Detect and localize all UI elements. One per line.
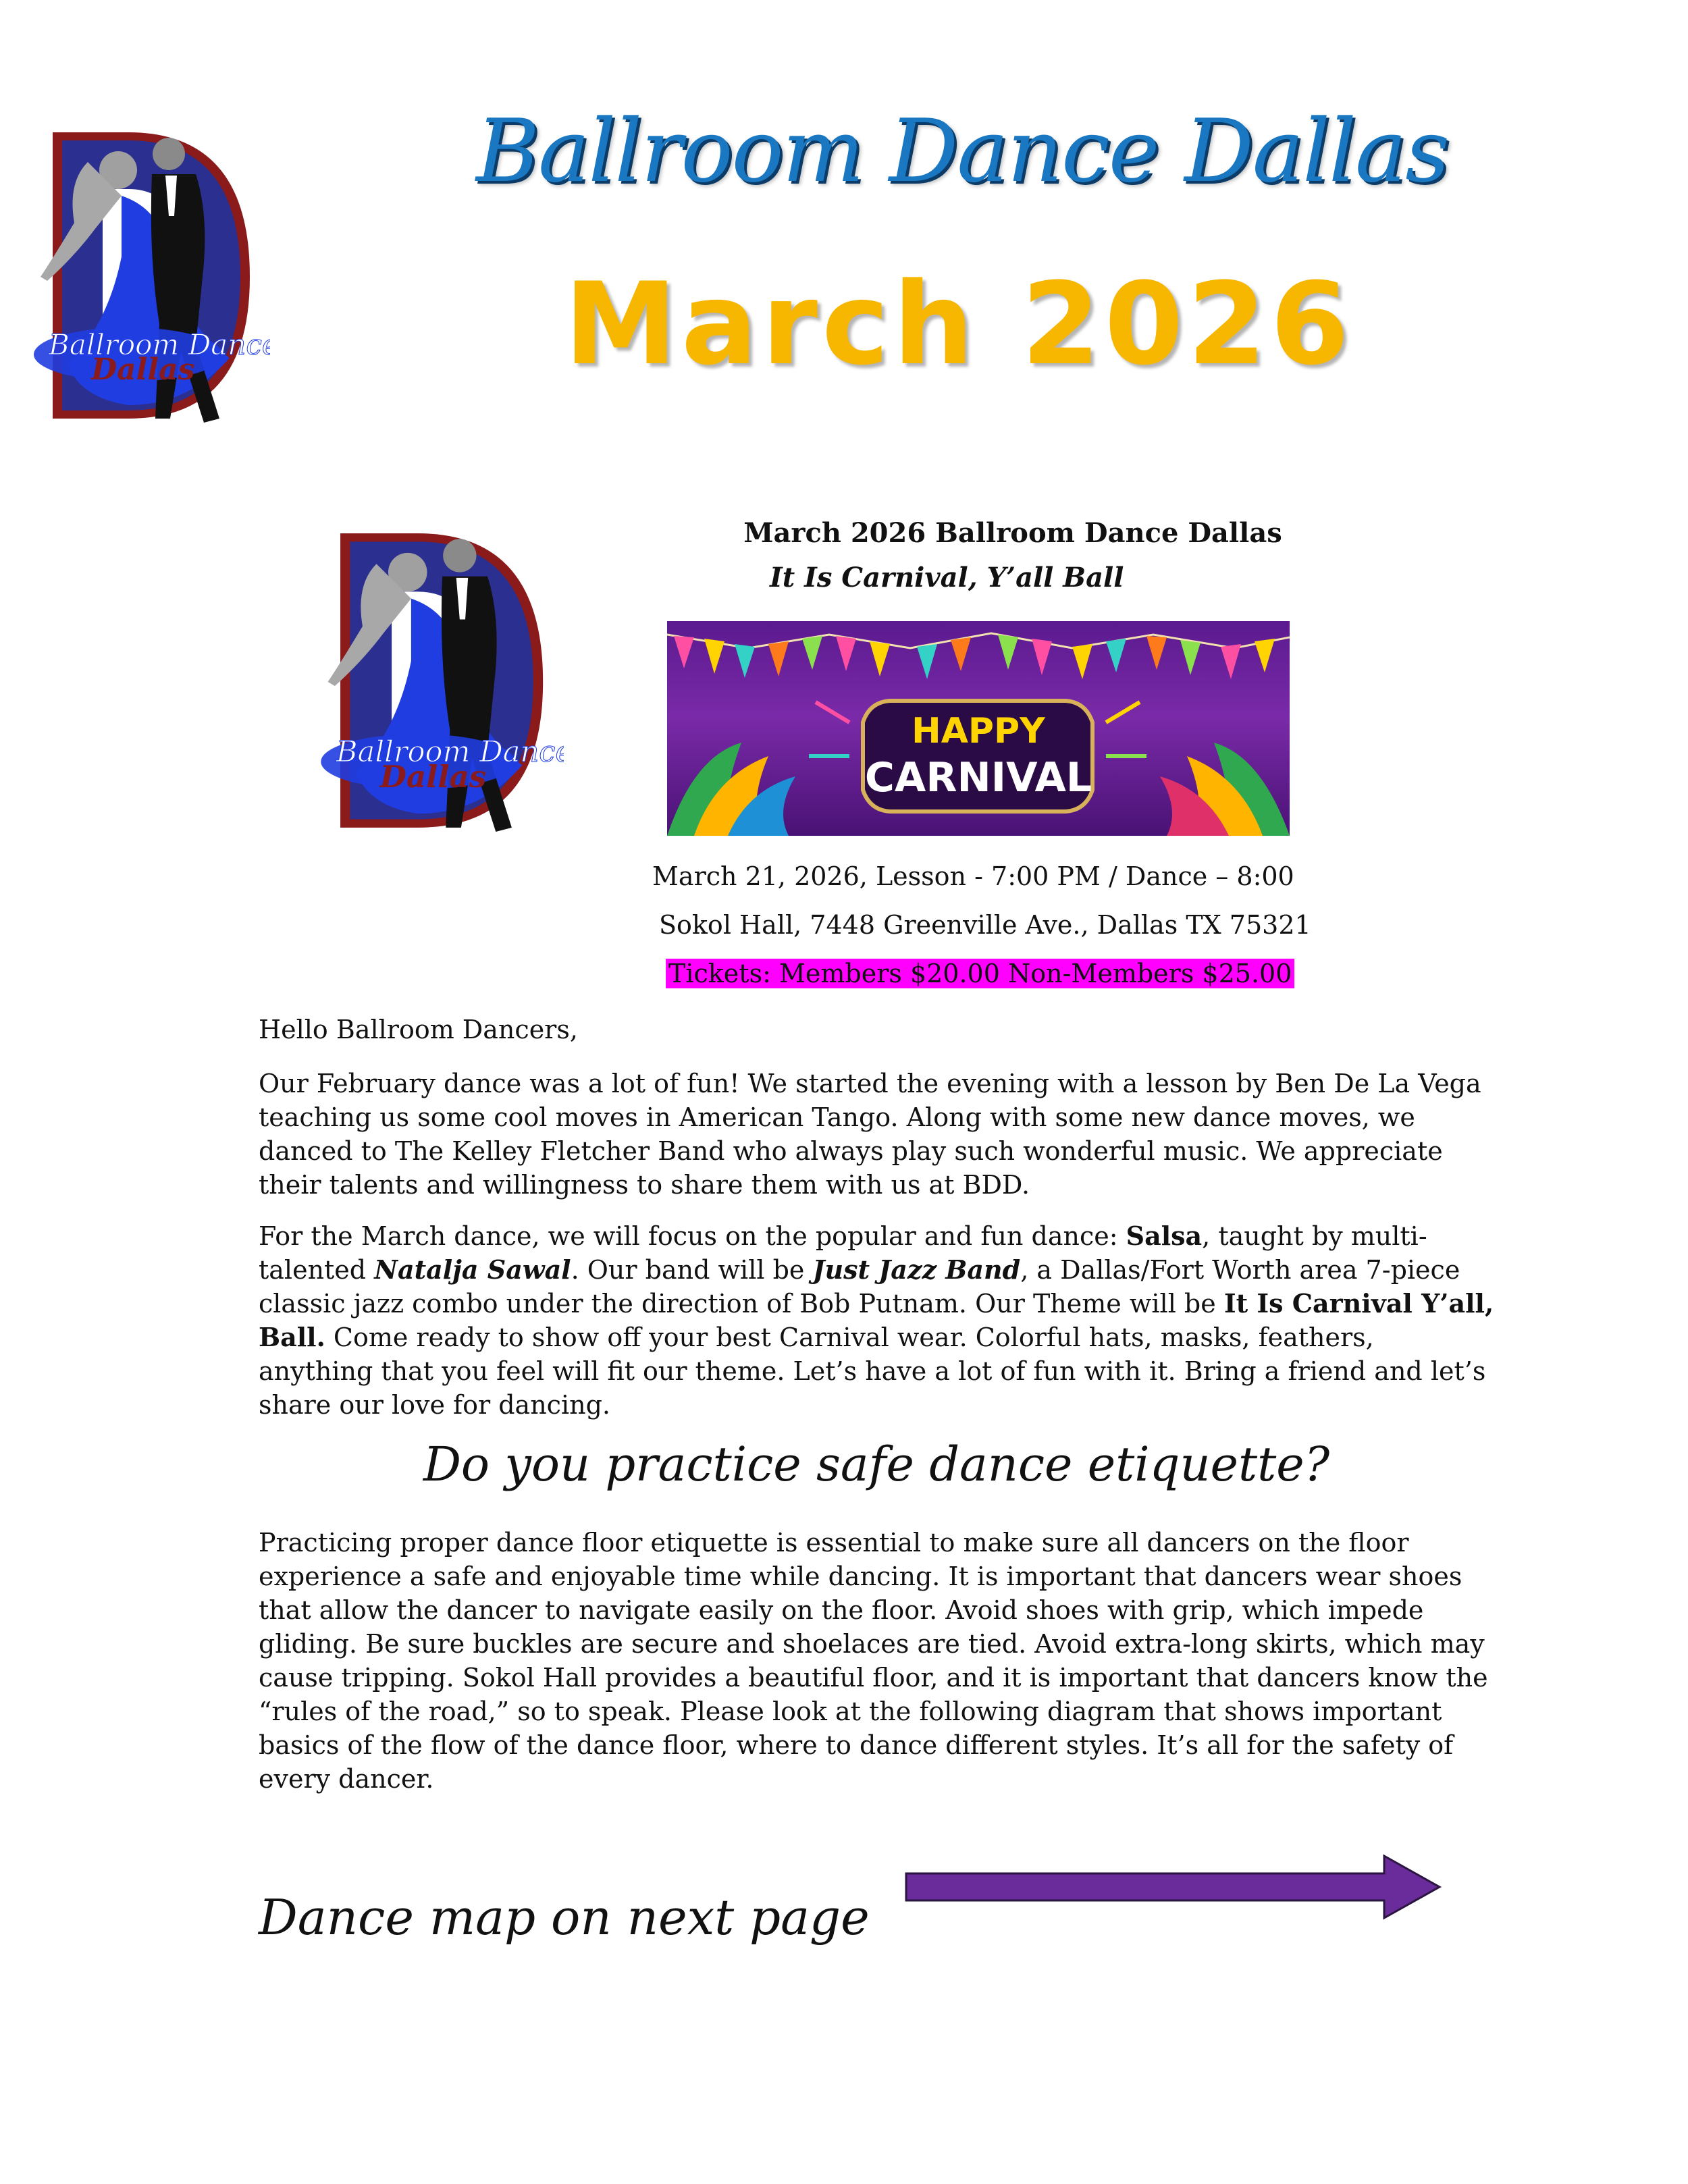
event-heading: March 2026 Ballroom Dance Dallas (743, 517, 1282, 549)
band-name: Just Jazz Band (812, 1254, 1021, 1285)
svg-text:Ballroom Dance: Ballroom Dance (336, 735, 564, 770)
next-page-arrow (905, 1853, 1445, 1923)
event-date: March 21, 2026, Lesson - 7:00 PM / Dance – 8:00 (652, 861, 1294, 891)
event-venue: Sokol Hall, 7448 Greenville Ave., Dallas TX 75321 (659, 910, 1311, 940)
letter-greeting: Hello Ballroom Dancers, (259, 1015, 578, 1044)
ballroom-dancers-logo-icon (314, 520, 564, 844)
logo-sub-text: Dallas (91, 352, 195, 387)
etiquette-title: Do you practice safe dance etiquette? (423, 1437, 1330, 1492)
logo-large (27, 122, 270, 432)
letter-paragraph-2: For the March dance, we will focus on the popular and fun dance: Salsa, taught by multi-talented Natalja Sawal. Our band will be Just Jazz Band, a Dallas/Fort Worth area 7-piece classic jazz combo under the direction of Bob Putnam. Our Theme will be It Is Carnival Y’all, Ball. Come ready to show off your best Carnival wear. Colorful hats, masks, feathers, anything that you feel will fit our theme. Let’s have a lot of fun with it. Bring a friend and let’s share our love for dancing. (259, 1221, 1494, 1420)
banner-happy-text: HAPPY (912, 711, 1045, 751)
etiquette-body: Practicing proper dance floor etiquette is essential to make sure all dancers on the floor experience a safe and enjoyable time while dancing. It is important that dancers wear shoes that allow the dancer to navigate easily on the floor. Avoid shoes with grip, which impede gliding. Be sure buckles are secure and shoelaces are tied. Avoid extra-long skirts, which may cause tripping. Sokol Hall provides a beautiful floor, and it is important that dancers know the “rules of the road,” so to speak. Please look at the following diagram that shows important basics of the flow of the dance floor, where to dance different styles. It’s all for the safety of every dancer. (259, 1528, 1488, 1794)
carnival-banner (667, 621, 1290, 836)
tickets-highlight: Tickets: Members $20.00 Non-Members $25.00 (666, 959, 1294, 988)
event-theme: It Is Carnival, Y’all Ball (770, 562, 1124, 593)
ballroom-dancers-logo-icon (27, 122, 270, 432)
issue-title: March 2026 (564, 258, 1354, 390)
theme-name: It Is Carnival Y’all, Ball. (259, 1288, 1494, 1352)
event-tickets (666, 953, 1294, 994)
instructor-name: Natalja Sawal (374, 1254, 571, 1285)
next-page-label: Dance map on next page (259, 1889, 870, 1946)
logo-small (314, 520, 564, 844)
letter-paragraph-1: Our February dance was a lot of fun! We started the evening with a lesson by Ben De La Vega teaching us some cool moves in American Tango. Along with some new dance moves, we danced to The Kelley Fletcher Band who always play such wonderful music. We appreciate their talents and willingness to share them with us at BDD. (259, 1069, 1481, 1200)
brand-title: Ballroom Dance Dallas (476, 101, 1448, 202)
svg-text:Dallas: Dallas (379, 759, 487, 795)
banner-carnival-text: CARNIVAL (864, 754, 1092, 801)
dance-name: Salsa (1126, 1221, 1203, 1251)
logo-script-text: Ballroom Dance (49, 328, 270, 361)
right-arrow-icon (905, 1853, 1445, 1921)
